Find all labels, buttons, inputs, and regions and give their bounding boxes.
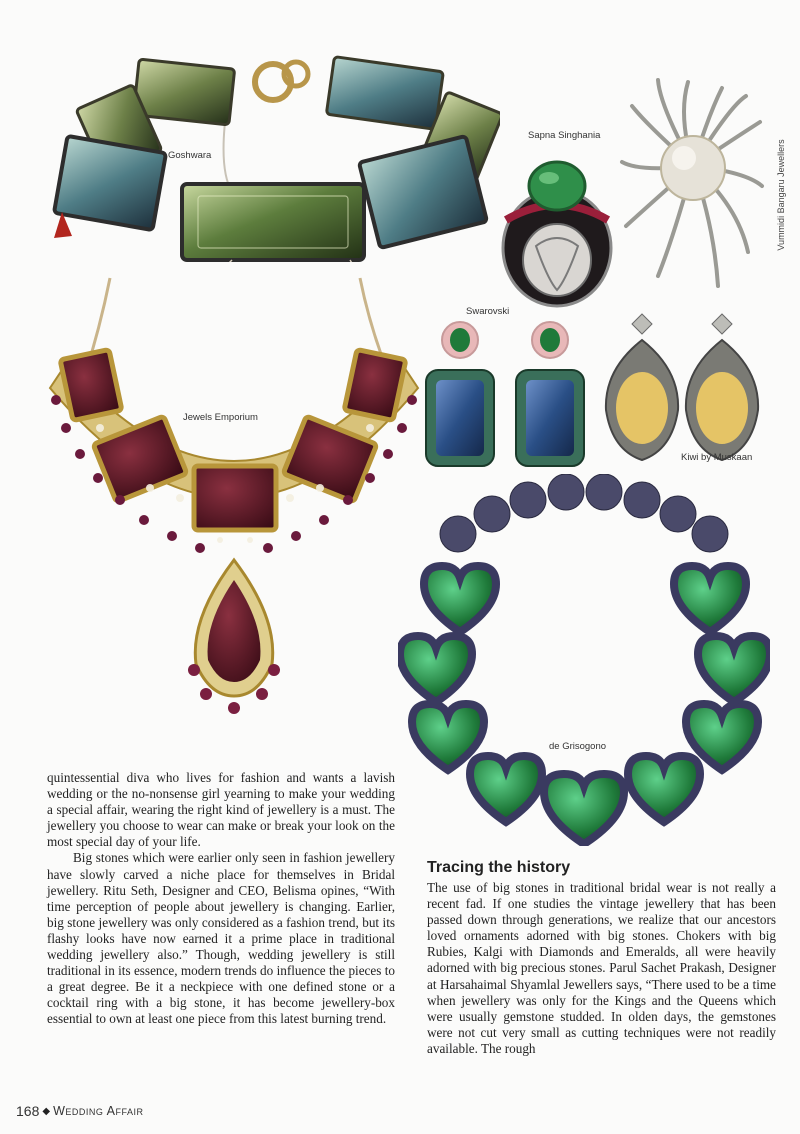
credit-degrisogono: de Grisogono xyxy=(549,741,607,752)
credit-goshwara: Goshwara xyxy=(168,150,212,161)
degrisogono-necklace-photo xyxy=(398,474,770,846)
credit-jewels-emporium: Jewels Emporium xyxy=(183,412,258,423)
credit-swarovski: Swarovski xyxy=(466,306,510,317)
sapna-singhania-ring-photo xyxy=(496,150,618,308)
page-number: 168 xyxy=(16,1103,40,1119)
credit-sapna-singhania: Sapna Singhania xyxy=(528,130,601,141)
section-heading-tracing-history: Tracing the history xyxy=(427,859,571,876)
kiwi-earrings-photo xyxy=(596,310,770,462)
swarovski-earrings-photo xyxy=(420,318,590,470)
left-paragraph-2: Big stones which were earlier only seen in fashion jewellery have slowly carved a niche place for themselves in Bridal jewellery. Ritu Seth, Designer and CEO, Belisma opines, “With time perception of people about jewellery is changing. Earlier, big stone jewellery was only considered as a fashion trend, but its flashy looks have now earned it a prime place in traditional wedding jewellery also.” Though, wedding jewellery is still traditional in its essence, modern trends do influence the pieces to a great degree. Be it a neckpiece with one defined stone or a cocktail ring with a big stone, it has become jewellery-box essential to own at least one piece from this latest burning trend. xyxy=(47,850,395,1027)
jewels-emporium-necklace-photo xyxy=(40,268,428,728)
left-paragraph-1: quintessential diva who lives for fashion and wants a lavish wedding or the no-nonsense girl yearning to make your wedding a special affair, wearing the right kind of jewellery is a must. The jewellery you choose to wear can make or break your look on the most special day of your life. xyxy=(47,770,395,850)
left-article-column xyxy=(47,770,395,1028)
credit-vummidi-bangaru: Vummidi Bangaru Jewellers xyxy=(776,139,786,251)
page-folio xyxy=(16,1103,144,1119)
credit-kiwi-by-muskaan: Kiwi by Muskaan xyxy=(681,452,753,463)
vummidi-brooch-photo xyxy=(618,76,768,296)
diamond-separator-icon: ◆ xyxy=(42,1105,51,1117)
right-paragraph-1: The use of big stones in traditional bridal wear is not really a recent fad. If one studies the vintage jewellery that has been passed down through generations, we realize that our ancestors loved ornaments adorned with big stones. Chokers with big Rubies, Kalgi with Diamonds and Emeralds, all were heavily adorned with big precious stones. Parul Sachet Prakash, Designer at Harsahaimal Shyamlal Jewellers says, “There used to be a time when jewellery was only for the Kings and the Queens which were usually gemstone studded. In olden days, the gemstones were not cut very small as cutting techniques were not readily available. The rough xyxy=(427,880,776,1056)
publication-name: Wedding Affair xyxy=(53,1104,144,1118)
goshwara-bracelet-photo xyxy=(50,52,500,262)
right-article-column xyxy=(427,880,776,1057)
